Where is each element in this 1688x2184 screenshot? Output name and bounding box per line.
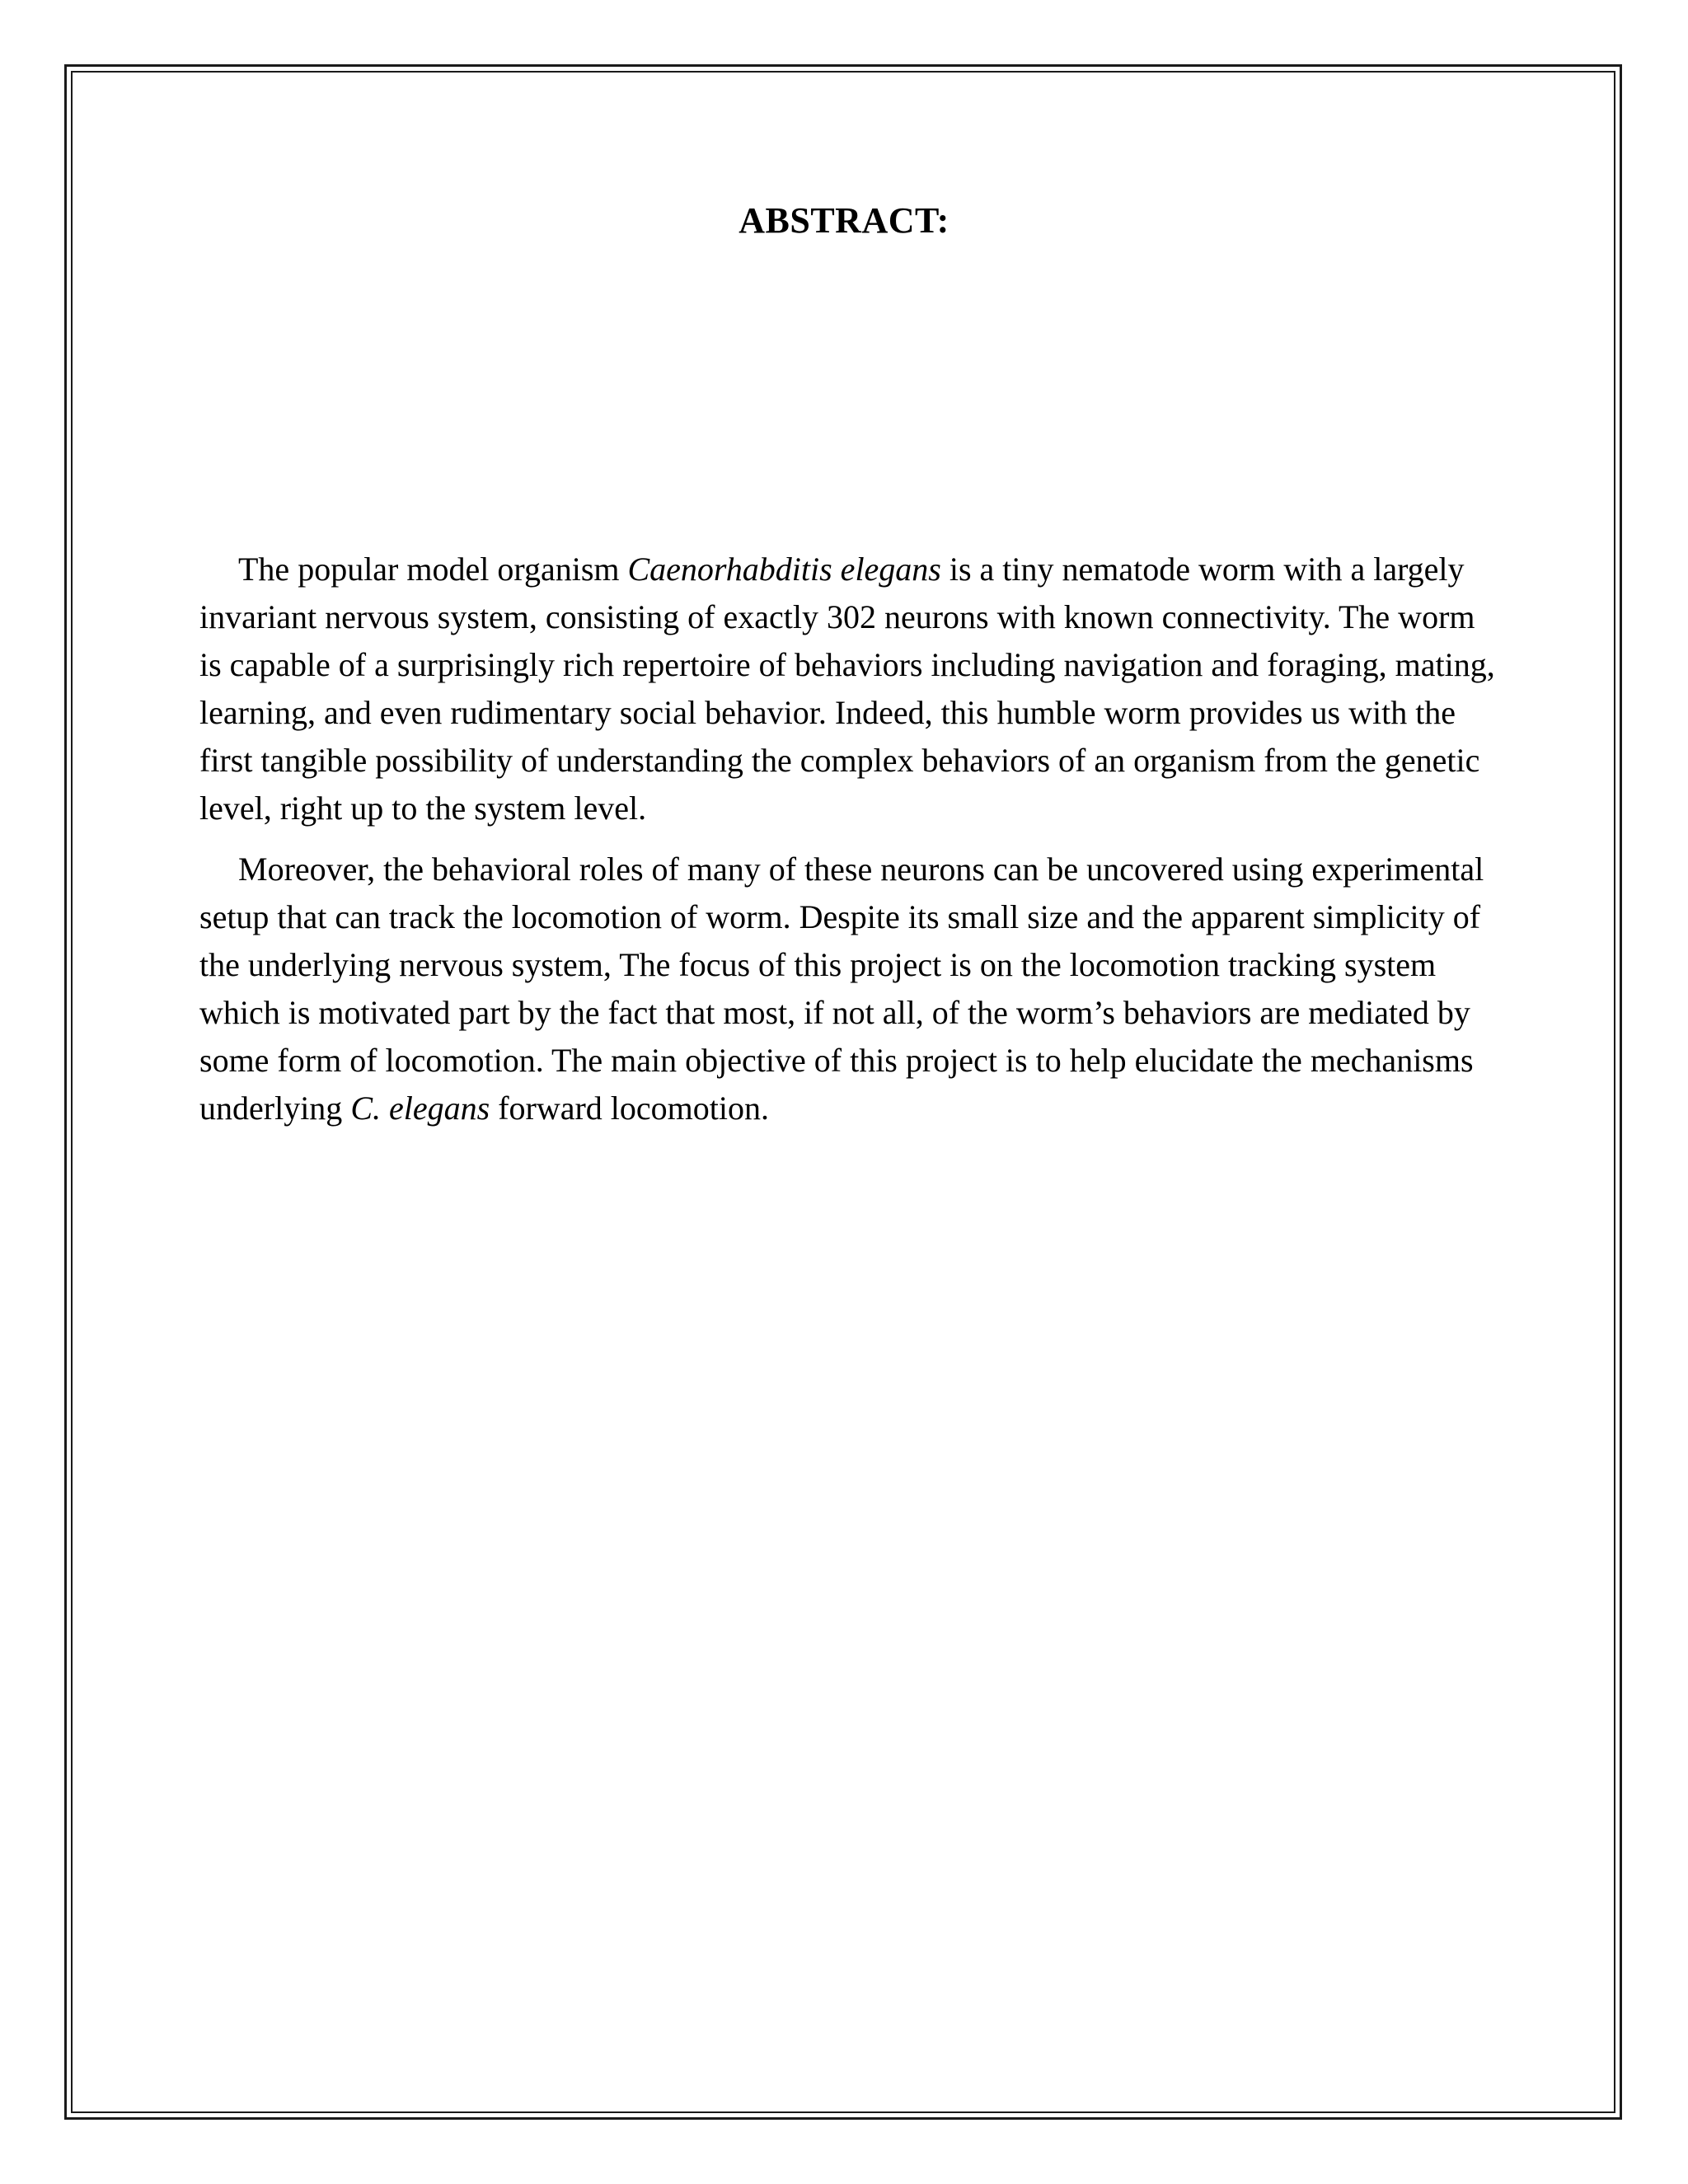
paragraph-2-text-end: forward locomotion. <box>490 1090 769 1127</box>
paragraph-1-text-start: The popular model organism <box>238 551 628 588</box>
paragraph-2-text-start: Moreover, the behavioral roles of many of these neurons can be uncovered using experimental setup that can track the locomotion of worm. Despite its small size and the apparent simplicity of the underlying nervous system, The focus of this project is on the locomotion tracking system which is motivated part by the fact that most, if not all, of the worm’s behaviors are mediated by some form of locomotion. The main objective of this project is to help elucidate the mechanisms underlying <box>199 851 1484 1127</box>
species-abbrev-italic: C. elegans <box>350 1090 490 1127</box>
abstract-body <box>199 546 1502 1146</box>
species-name-italic: Caenorhabditis elegans <box>627 551 941 588</box>
paragraph-1-text-end: is a tiny nematode worm with a largely invariant nervous system, consisting of exactly 302 neurons with known connectivity. The worm is capable of a surprisingly rich repertoire of behaviors including navigation and foraging, mating, learning, and even rudimentary social behavior. Indeed, this humble worm provides us with the first tangible possibility of understanding the complex behaviors of an organism from the genetic level, right up to the system level. <box>199 551 1495 827</box>
paragraph-2 <box>199 846 1502 1132</box>
paragraph-1 <box>199 546 1502 832</box>
abstract-heading: ABSTRACT: <box>738 200 950 241</box>
